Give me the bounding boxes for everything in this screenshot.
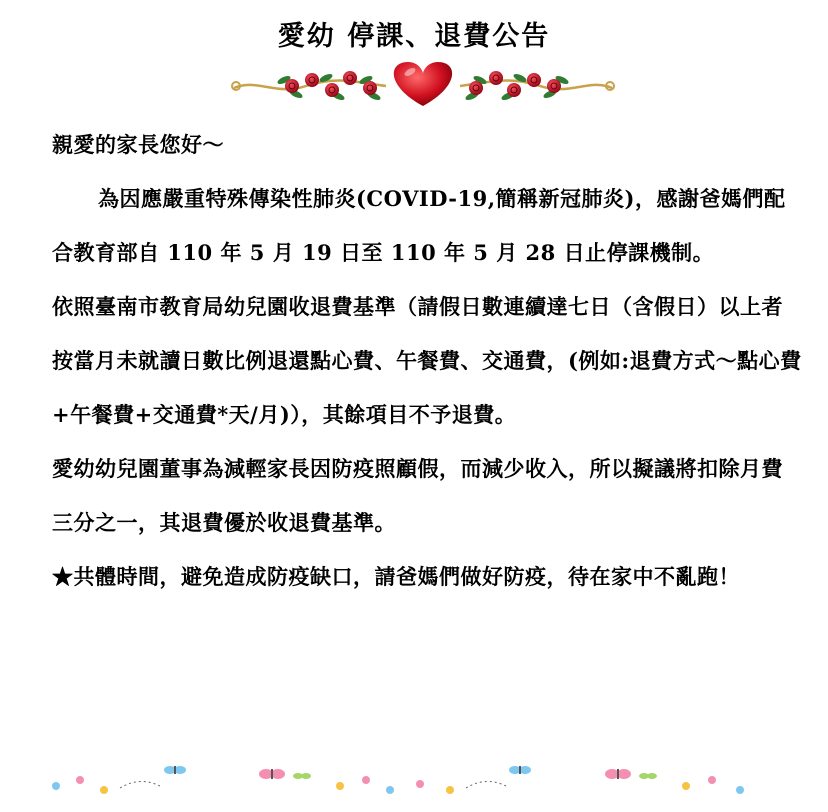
paragraph-refund-standard: 依照臺南市教育局幼兒園收退費基準（請假日數連續達七日（含假日）以上者按當月未就讀日數比例退還點心費、午餐費、交通費，(例如:退費方式～點心費+午餐費+交通費*天/月)），其餘項目不予退費。: [52, 294, 802, 427]
greeting: 親愛的家長您好～: [52, 132, 224, 157]
page-title: 愛幼 停課、退費公告: [277, 21, 551, 52]
reminder-text: ★共體時間，避免造成防疫缺口，請爸媽們做好防疫，待在家中不亂跑！: [52, 564, 740, 589]
butterfly-flower-border-icon: [40, 756, 800, 806]
announcement-body: [52, 118, 804, 604]
paragraph-fee-deduction: 愛幼幼兒園董事為減輕家長因防疫照顧假，而減少收入，所以擬議將扣除月費三分之一，其退費優於收退費基準。: [52, 456, 783, 535]
paragraph-suspension: 為因應嚴重特殊傳染性肺炎(COVID-19,簡稱新冠肺炎)，感謝爸媽們配合教育部自 110 年 5 月 19 日至 110 年 5 月 28 日止停課機制。: [52, 186, 786, 265]
heart-rose-divider-icon: [226, 60, 620, 108]
